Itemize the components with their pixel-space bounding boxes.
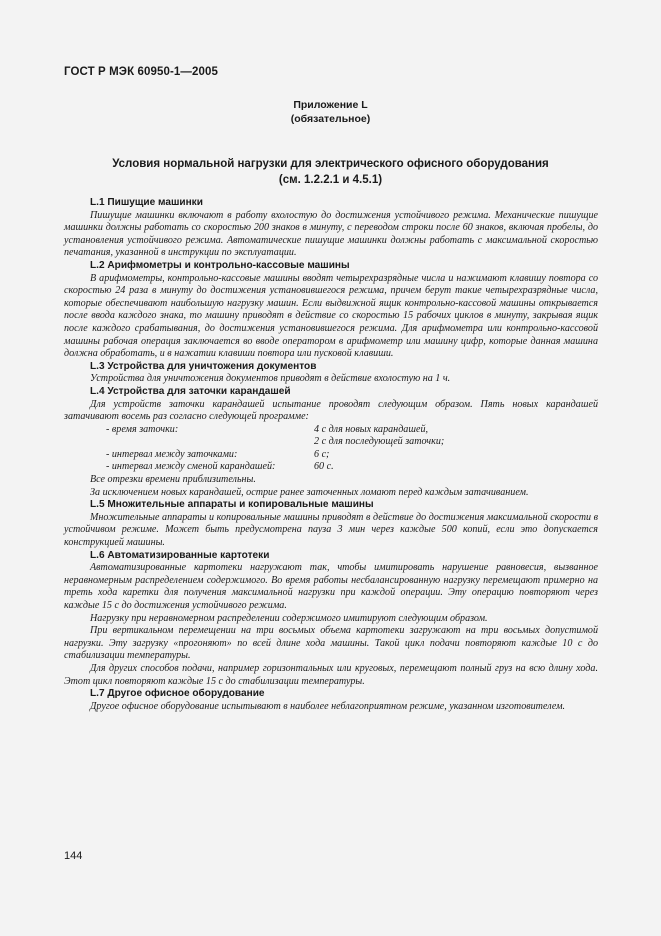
paragraph: За исключением новых карандашей, острие ранее заточенных ломают перед каждым затачиванием. (90, 486, 529, 498)
spec-value: 6 с; (314, 448, 330, 460)
paragraph: Множительные аппараты и копировальные машины приводят в действие до достижения максимальной скорости в устойчивом режиме. Может быть предусмотрена пауза 3 мин через каждые 500 копий, если это допускается конструкцией машины. (64, 511, 598, 549)
section-heading: L.7 Другое офисное оборудование (90, 688, 265, 700)
document-body (64, 197, 598, 713)
section-heading: L.2 Арифмометры и контрольно-кассовые машины (90, 259, 350, 271)
paragraph: Другое офисное оборудование испытывают в наиболее неблагоприятном режиме, указанном изготовителем. (90, 700, 566, 712)
title-line-2: (см. 1.2.2.1 и 4.5.1) (278, 174, 383, 186)
spec-row (64, 436, 598, 449)
document-title (0, 156, 661, 188)
paragraph: Все отрезки времени приблизительны. (90, 474, 256, 486)
standard-header: ГОСТ Р МЭК 60950-1—2005 (64, 66, 218, 78)
section-heading: L.6 Автоматизированные картотеки (90, 549, 270, 561)
spec-value: 60 с. (314, 461, 334, 473)
spec-row (64, 449, 598, 462)
spec-label-empty (64, 436, 314, 449)
spec-value: 4 с для новых карандашей, (314, 423, 429, 435)
paragraph: В арифмометры, контрольно-кассовые машины вводят четырехразрядные числа и нажимают клавишу повтора со скоростью 24 раза в минуту до достижения установившегося режима, причем берут такие четырехразрядные числа, которые обеспечивают наибольшую нагрузку машин. Если выдвижной ящик контрольно-кассовой машины открывается после ввода каждого знака, то машину приводят в действие со скоростью 15 рабочих циклов в минуту, закрывая ящик после каждого срабатывания, до достижения установившегося режима. Для арифмометра или контрольно-кассовой машины рабочая операция заключается во вводе оператором в арифмометр или машину цифр, которые данная машина должна обработать, и в нажатии клавиши повтора или пусковой клавиши. (64, 272, 598, 360)
paragraph: Нагрузку при неравномерном распределении содержимого имитируют следующим образом. (90, 612, 488, 624)
section-heading: L.1 Пишущие машинки (90, 197, 203, 208)
spec-label: - время заточки: (106, 423, 179, 435)
paragraph: Автоматизированные картотеки нагружают так, чтобы имитировать нарушение равновесия, вызванное неравномерным распределением содержимого. Во время работы несбалансированную нагрузку перемещают примерно на треть хода каретки для получения максимальной нагрузки при каждой операции. Эту операцию повторяют через каждые 15 с до достижения устойчивого режима. (64, 562, 598, 611)
spec-label: - интервал между сменой карандашей: (106, 461, 276, 473)
paragraph: При вертикальном перемещении на три восьмых объема картотеки загружают на три восьмых допустимой нагрузки. Эту загрузку «прогоняют» по всей длине хода машины. Такой цикл подачи повторяют каждые 10 с до стабилизации температуры. (64, 625, 598, 662)
annex-status: (обязательное) (290, 113, 371, 125)
spec-row (64, 424, 598, 437)
section-heading: L.3 Устройства для уничтожения документов (90, 360, 317, 372)
spec-value: 2 с для последующей заточки; (314, 436, 445, 448)
spec-row (64, 461, 598, 474)
section-heading: L.5 Множительные аппараты и копировальные машины (90, 499, 374, 511)
spec-label: - интервал между заточками: (106, 448, 238, 460)
paragraph: Устройства для уничтожения документов приводят в действие вхолостую на 1 ч. (90, 373, 451, 385)
section-heading: L.4 Устройства для заточки карандашей (90, 385, 291, 397)
paragraph: Пишущие машинки включают в работу вхолостую до достижения устойчивого режима. Механические пишущие машинки должны работать со скоростью 200 знаков в минуту, с переводом строки после 60 знаков, включая пробелы, до установления устойчивого режима. Автоматические пишущие машинки должны работать с максимальной скоростью печатания, указанной в инструкции по эксплуатации. (64, 209, 598, 259)
title-line-1: Условия нормальной нагрузки для электрического офисного оборудования (112, 158, 549, 170)
paragraph: Для устройств заточки карандашей испытание проводят следующим образом. Пять новых карандашей затачивают восемь раз согласно следующей программе: (64, 398, 598, 423)
annex-heading (0, 98, 661, 126)
paragraph: Для других способов подачи, например горизонтальных или круговых, перемещают полный груз на всю длину хода. Этот цикл повторяют каждые 15 с до стабилизации температуры. (64, 662, 598, 687)
annex-title: Приложение L (293, 99, 368, 111)
page-number: 144 (64, 850, 83, 862)
